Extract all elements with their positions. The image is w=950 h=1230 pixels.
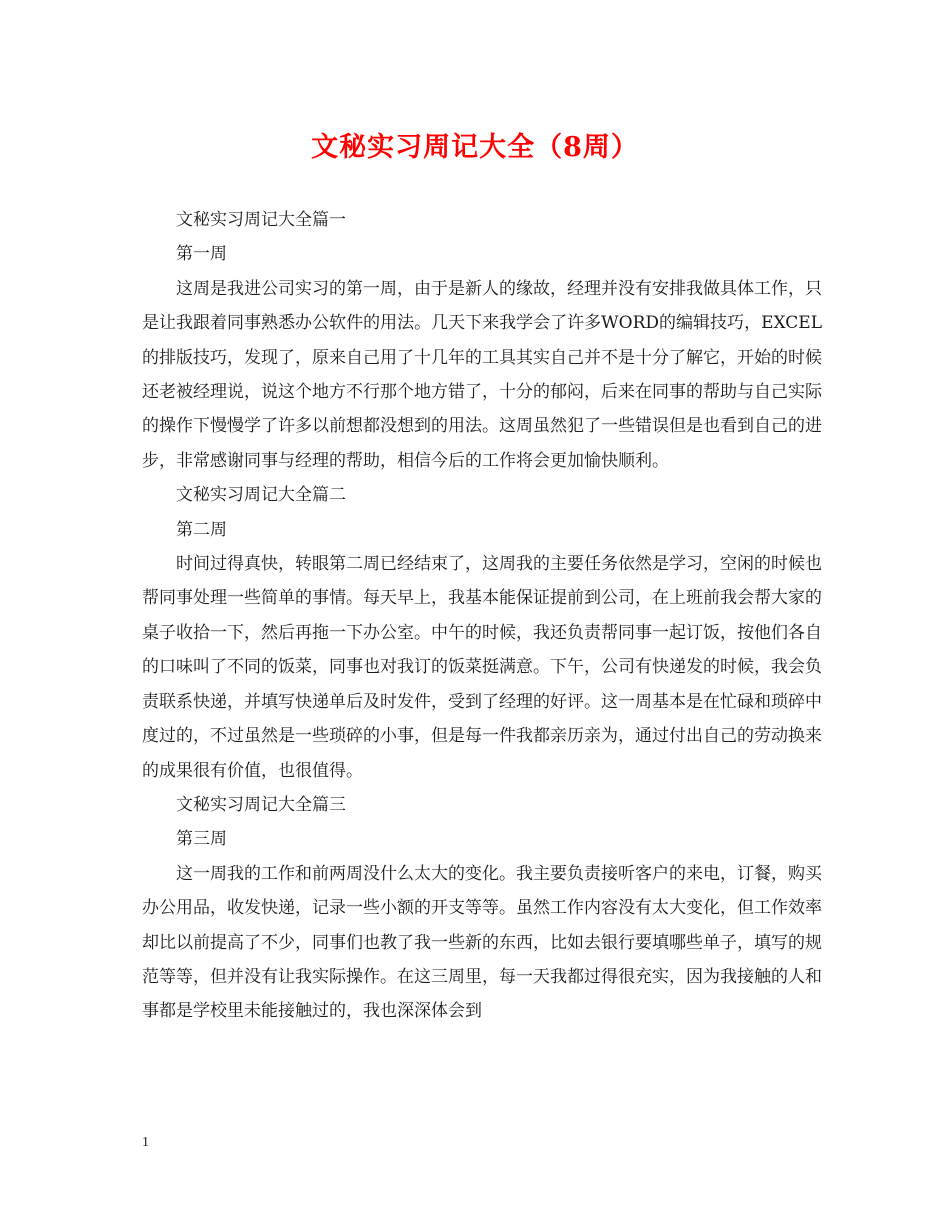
section-heading: 文秘实习周记大全篇一	[176, 210, 346, 230]
week-heading: 第一周	[176, 244, 227, 265]
document-title: 文秘实习周记大全（8周）	[311, 132, 639, 163]
page-number: 1	[142, 1135, 149, 1150]
document-body	[142, 203, 822, 1029]
body-paragraph: 这周是我进公司实习的第一周，由于是新人的缘故，经理并没有安排我做具体工作，只是让我跟着同事熟悉办公软件的用法。几天下来我学会了许多WORD的编辑技巧，EXCEL的排版技巧，发现了，原来自己用了十几年的工具其实自己并不是十分了解它，开始的时候还老被经理说，说这个地方不行那个地方错了，十分的郁闷，后来在同事的帮助与自己实际的操作下慢慢学了许多以前想都没想到的用法。这周虽然犯了一些错误但是也看到自己的进步，非常感谢同事与经理的帮助，相信今后的工作将会更加愉快顺利。	[142, 278, 822, 471]
week-heading: 第二周	[176, 519, 227, 540]
body-paragraph: 时间过得真快，转眼第二周已经结束了，这周我的主要任务依然是学习，空闲的时候也帮同事处理一些简单的事情。每天早上，我基本能保证提前到公司，在上班前我会帮大家的桌子收拾一下，然后再拖一下办公室。中午的时候，我还负责帮同事一起订饭，按他们各自的口味叫了不同的饭菜，同事也对我订的饭菜挺满意。下午，公司有快递发的时候，我会负责联系快递，并填写快递单后及时发件，受到了经理的好评。这一周基本是在忙碌和琐碎中度过的，不过虽然是一些琐碎的小事，但是每一件我都亲历亲为，通过付出自己的劳动换来的成果很有价值，也很值得。	[142, 554, 822, 781]
body-paragraph: 这一周我的工作和前两周没什么太大的变化。我主要负责接听客户的来电，订餐，购买办公用品，收发快递，记录一些小额的开支等等。虽然工作内容没有太大变化，但工作效率却比以前提高了不少，同事们也教了我一些新的东西，比如去银行要填哪些单子，填写的规范等等，但并没有让我实际操作。在这三周里，每一天我都过得很充实，因为我接触的人和事都是学校里未能接触过的，我也深深体会到	[142, 863, 822, 1022]
section-heading: 文秘实习周记大全篇三	[176, 794, 346, 815]
section-heading: 文秘实习周记大全篇二	[176, 485, 346, 506]
week-heading: 第三周	[176, 829, 227, 850]
